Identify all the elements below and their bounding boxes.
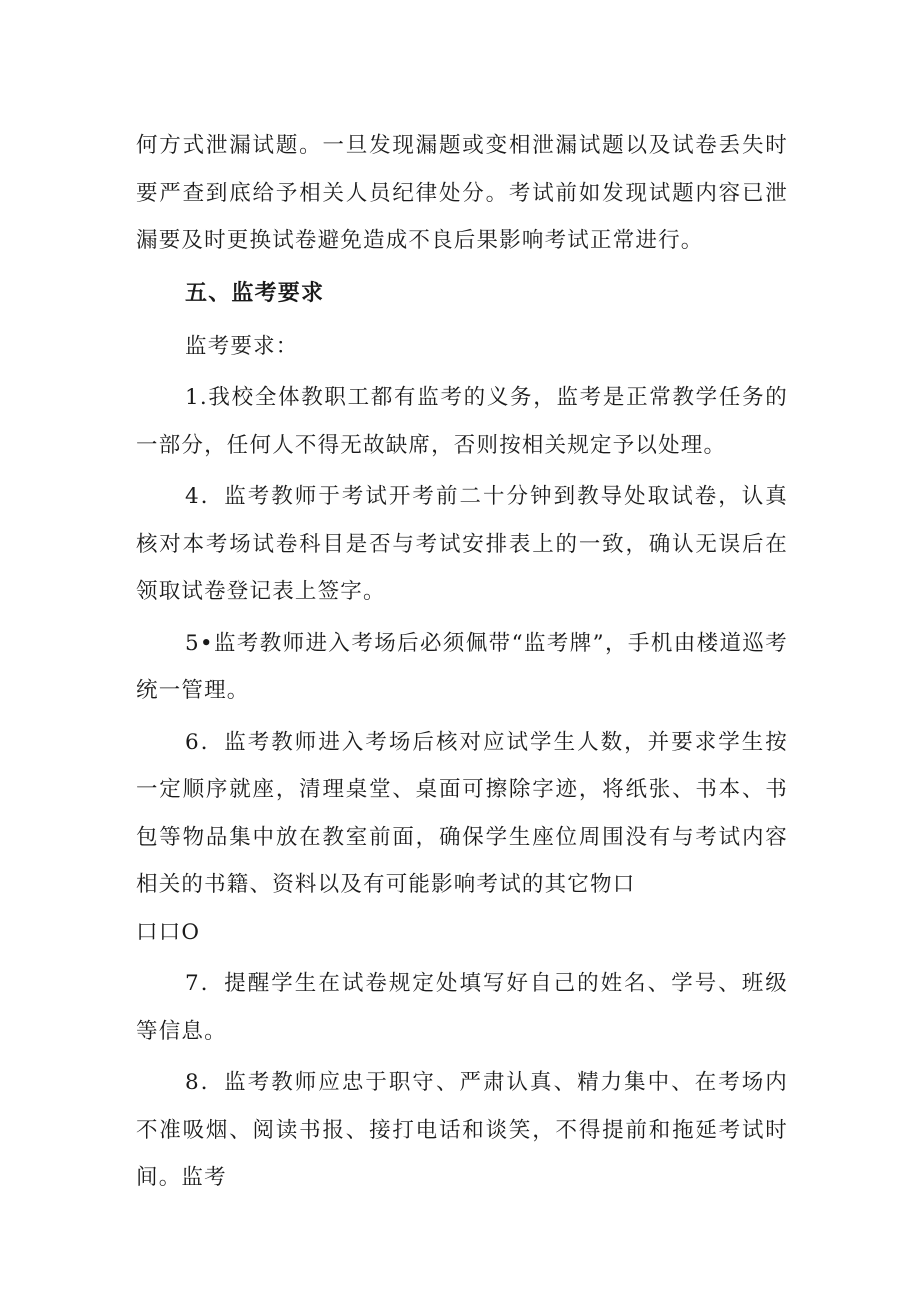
paragraph-fragment: 口口O <box>136 919 201 945</box>
paragraph-item-7: 7．提醒学生在试卷规定处填写好自己的姓名、学号、班级等信息。 <box>136 971 788 1044</box>
paragraph-intro: 监考要求： <box>185 333 299 359</box>
paragraph-item-1: 1.我校全体教职工都有监考的义务，监考是正常教学任务的一部分，任何人不得无故缺席，否则按相关规定予以处理。 <box>136 385 788 458</box>
paragraph-item-5: 5•监考教师进入考场后必须佩带“监考牌”，手机由楼道巡考统一管理。 <box>136 630 788 703</box>
paragraph-item-6: 6．监考教师进入考场后核对应试学生人数，并要求学生按一定顺序就座，清理桌堂、桌面可擦除字迹，将纸张、书本、书包等物品集中放在教室前面，确保学生座位周围没有与考试内容相关的书籍、资料以及有可能影响考试的其它物口 <box>136 729 788 897</box>
paragraph-item-4: 4．监考教师于考试开考前二十分钟到教导处取试卷，认真核对本考场试卷科目是否与考试安排表上的一致，确认无误后在领取试卷登记表上签字。 <box>136 484 788 604</box>
section-heading: 五、监考要求 <box>185 280 325 306</box>
paragraph-continuation: 何方式泄漏试题。一旦发现漏题或变相泄漏试题以及试卷丢失时要严查到底给予相关人员纪律处分。考试前如发现试题内容已泄漏要及时更换试卷避免造成不良后果影响考试正常进行。 <box>136 133 788 253</box>
document-body <box>136 122 788 1202</box>
paragraph-item-8: 8．监考教师应忠于职守、严肃认真、精力集中、在考场内不准吸烟、阅读书报、接打电话和谈笑，不得提前和拖延考试时间。监考 <box>136 1070 788 1190</box>
